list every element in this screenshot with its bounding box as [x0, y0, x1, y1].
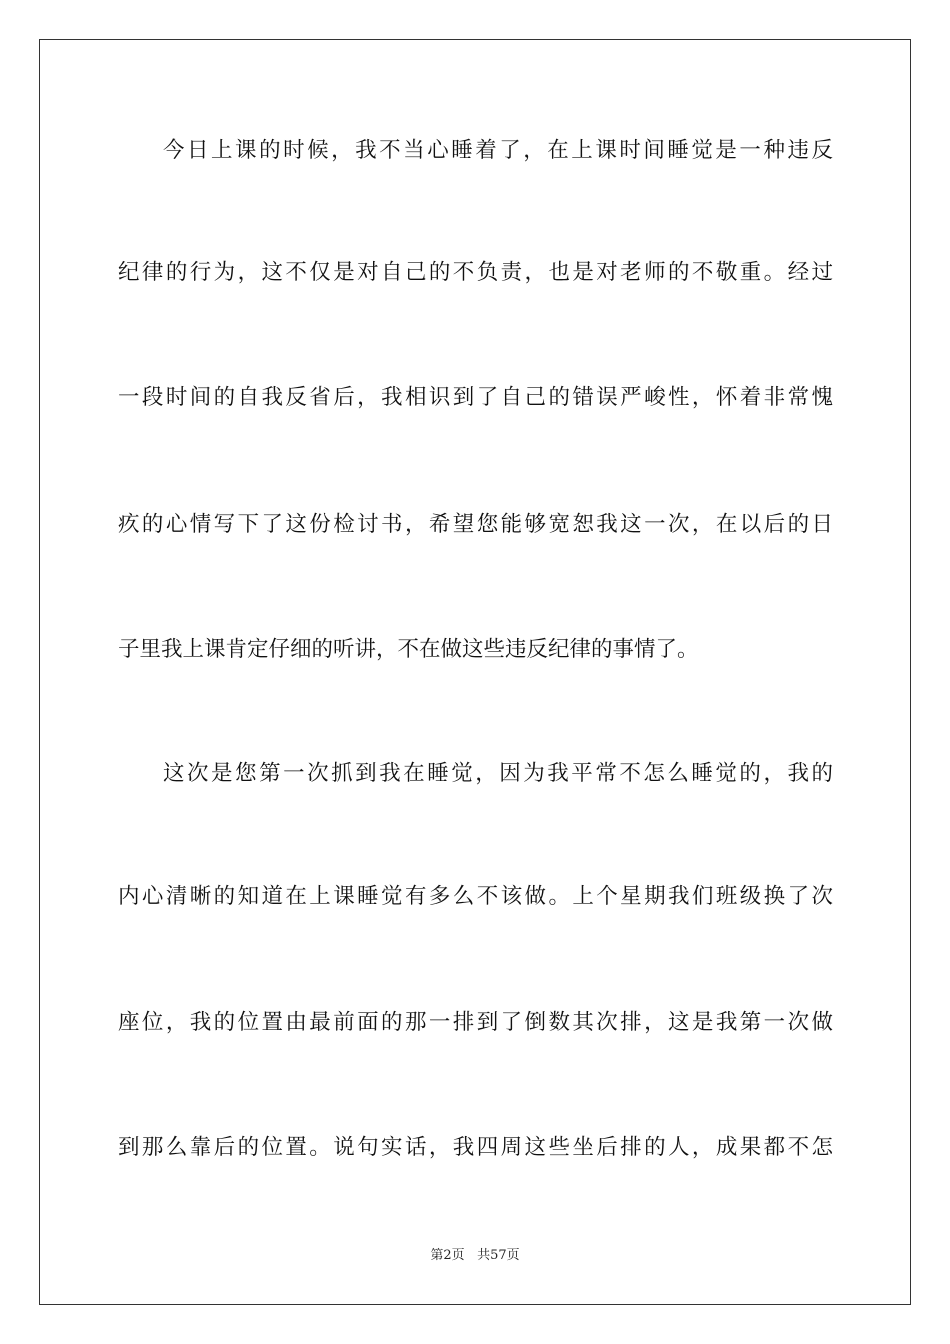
page-total: 共57页: [477, 1248, 520, 1263]
text-line: 疚的心情写下了这份检讨书，希望您能够宽恕我这一次，在以后的日: [118, 512, 833, 537]
text-line: 子里我上课肯定仔细的听讲，不在做这些违反纪律的事情了。: [118, 637, 699, 662]
text-line: 今日上课的时候，我不当心睡着了，在上课时间睡觉是一种违反: [163, 138, 833, 163]
page-border: [39, 39, 911, 1305]
text-line: 座位，我的位置由最前面的那一排到了倒数其次排，这是我第一次做: [118, 1010, 833, 1035]
page-footer: [0, 1247, 950, 1265]
text-line: 一段时间的自我反省后，我相识到了自己的错误严峻性，怀着非常愧: [118, 385, 833, 410]
page-number: 第2页: [430, 1248, 465, 1263]
text-line: 纪律的行为，这不仅是对自己的不负责，也是对老师的不敬重。经过: [118, 260, 833, 285]
text-line: 这次是您第一次抓到我在睡觉，因为我平常不怎么睡觉的，我的: [163, 761, 833, 786]
text-line: 内心清晰的知道在上课睡觉有多么不该做。上个星期我们班级换了次: [118, 884, 833, 909]
text-line: 到那么靠后的位置。说句实话，我四周这些坐后排的人，成果都不怎: [118, 1135, 833, 1160]
